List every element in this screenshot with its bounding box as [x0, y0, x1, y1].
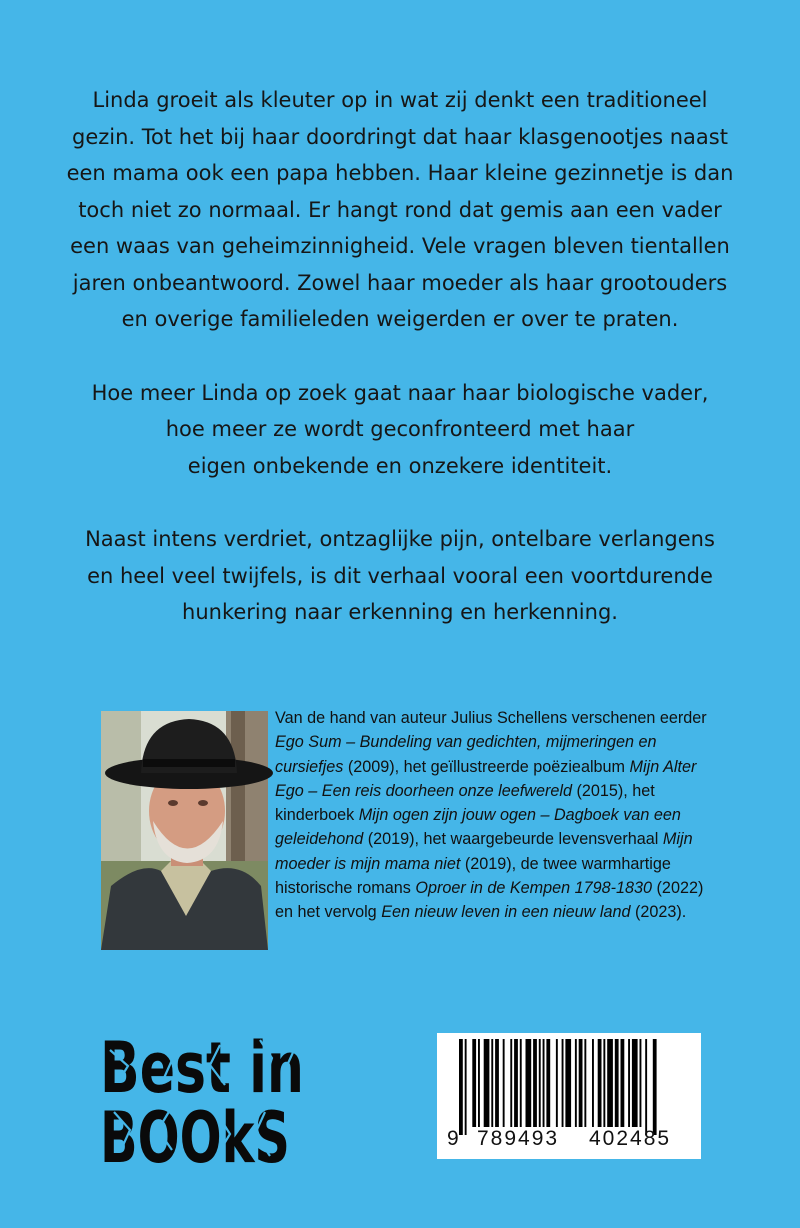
blurb-paragraph	[60, 521, 740, 631]
blurb-line: een waas van geheimzinnigheid. Vele vragen bleven tientallen	[70, 234, 730, 258]
barcode-bar	[632, 1039, 638, 1127]
author-photo	[101, 711, 268, 950]
barcode-bar	[465, 1039, 467, 1135]
barcode-bar	[495, 1039, 499, 1127]
barcode-bar	[510, 1039, 512, 1127]
blurb-line: Hoe meer Linda op zoek gaat naar haar biologische vader,	[91, 380, 709, 405]
blurb-line: een mama ook een papa hebben. Haar kleine gezinnetje is dan	[66, 161, 734, 185]
book-title: Ego Sum – Bundeling van gedichten, mijmeringen en cursiefjes	[275, 733, 657, 776]
barcode-bar	[514, 1039, 518, 1127]
publisher-logo-line1: Best in	[100, 1027, 304, 1109]
book-title: Mijn Alter Ego – Een reis doorheen onze leefwereld	[275, 757, 697, 800]
publisher-logo-line2: BOOkS	[100, 1097, 290, 1179]
bio-text: (2019), de twee warmhartige historische romans	[275, 854, 671, 898]
barcode-bar	[628, 1039, 630, 1127]
isbn-first-digit: 9	[447, 1127, 459, 1150]
barcode-bar	[645, 1039, 647, 1135]
blurb-line: Naast intens verdriet, ontzaglijke pijn, ontelbare verlangens	[85, 527, 715, 551]
barcode-bar	[562, 1039, 564, 1127]
barcode-bar	[484, 1039, 490, 1127]
blurb-line: en overige familieleden weigerden er over te praten.	[121, 307, 679, 331]
book-title: Oproer in de Kempen 1798-1830	[415, 879, 653, 898]
isbn-digits	[437, 1127, 701, 1157]
isbn-left-group: 789493	[477, 1127, 560, 1150]
barcode-bar	[579, 1039, 583, 1127]
bio-text: (2022) en het vervolg	[275, 879, 704, 922]
bio-text: (2023).	[630, 903, 687, 922]
barcode-bar	[592, 1039, 594, 1127]
barcode-bar	[615, 1039, 619, 1127]
bio-text: (2015), het kinderboek	[275, 781, 655, 825]
back-cover-blurb	[60, 82, 740, 668]
bio-text: (2019), het waargebeurde levensverhaal	[363, 830, 663, 849]
bio-text: Van de hand van auteur Julius Schellens verschenen eerder	[275, 709, 707, 727]
book-title: Mijn ogen zijn jouw ogen – Dagboek van een geleidehond	[275, 806, 681, 849]
blurb-line: toch niet zo normaal. Er hangt rond dat gemis aan een vader	[78, 197, 722, 222]
bio-text: (2009), het geïllustreerde poëziealbum	[343, 757, 630, 776]
blurb-paragraph	[60, 82, 740, 338]
barcode-bar	[491, 1039, 493, 1127]
blurb-line: hoe meer ze wordt geconfronteerd met haar	[165, 417, 635, 441]
barcode-bar	[575, 1039, 577, 1127]
barcode-bar	[598, 1039, 602, 1127]
barcode-bar	[539, 1039, 541, 1127]
barcode-bar	[520, 1039, 522, 1127]
barcode-bar	[621, 1039, 625, 1127]
barcode-bar	[565, 1039, 571, 1127]
isbn-right-group: 402485	[589, 1127, 672, 1150]
barcode-bar	[607, 1039, 613, 1127]
isbn-barcode	[437, 1033, 701, 1159]
barcode-bar	[459, 1039, 463, 1135]
blurb-line: Linda groeit als kleuter op in wat zij denkt een traditioneel	[92, 88, 708, 112]
barcode-bar	[556, 1039, 558, 1127]
blurb-line: eigen onbekende en onzekere identiteit.	[187, 453, 613, 478]
book-title: Mijn moeder is mijn mama niet	[275, 830, 693, 873]
barcode-bar	[503, 1039, 505, 1127]
barcode-bar	[533, 1039, 537, 1127]
barcode-bar	[584, 1039, 586, 1127]
publisher-logo	[100, 1027, 320, 1179]
barcode-bar	[472, 1039, 476, 1127]
barcode-bar	[478, 1039, 480, 1127]
blurb-line: jaren onbeantwoord. Zowel haar moeder als haar grootouders	[72, 270, 728, 295]
barcode-bar	[526, 1039, 532, 1127]
barcode-bar	[603, 1039, 605, 1127]
author-bio	[275, 706, 707, 925]
blurb-line: gezin. Tot het bij haar doordringt dat haar klasgenootjes naast	[72, 124, 728, 149]
barcode-bar	[653, 1039, 657, 1135]
barcode-bar	[640, 1039, 642, 1127]
blurb-line: en heel veel twijfels, is dit verhaal vooral een voortdurende	[87, 563, 713, 588]
barcode-bar	[543, 1039, 545, 1127]
blurb-paragraph	[60, 375, 740, 485]
blurb-line: hunkering naar erkenning en herkenning.	[182, 600, 618, 624]
book-title: Een nieuw leven in een nieuw land	[381, 903, 631, 922]
barcode-bar	[546, 1039, 550, 1127]
